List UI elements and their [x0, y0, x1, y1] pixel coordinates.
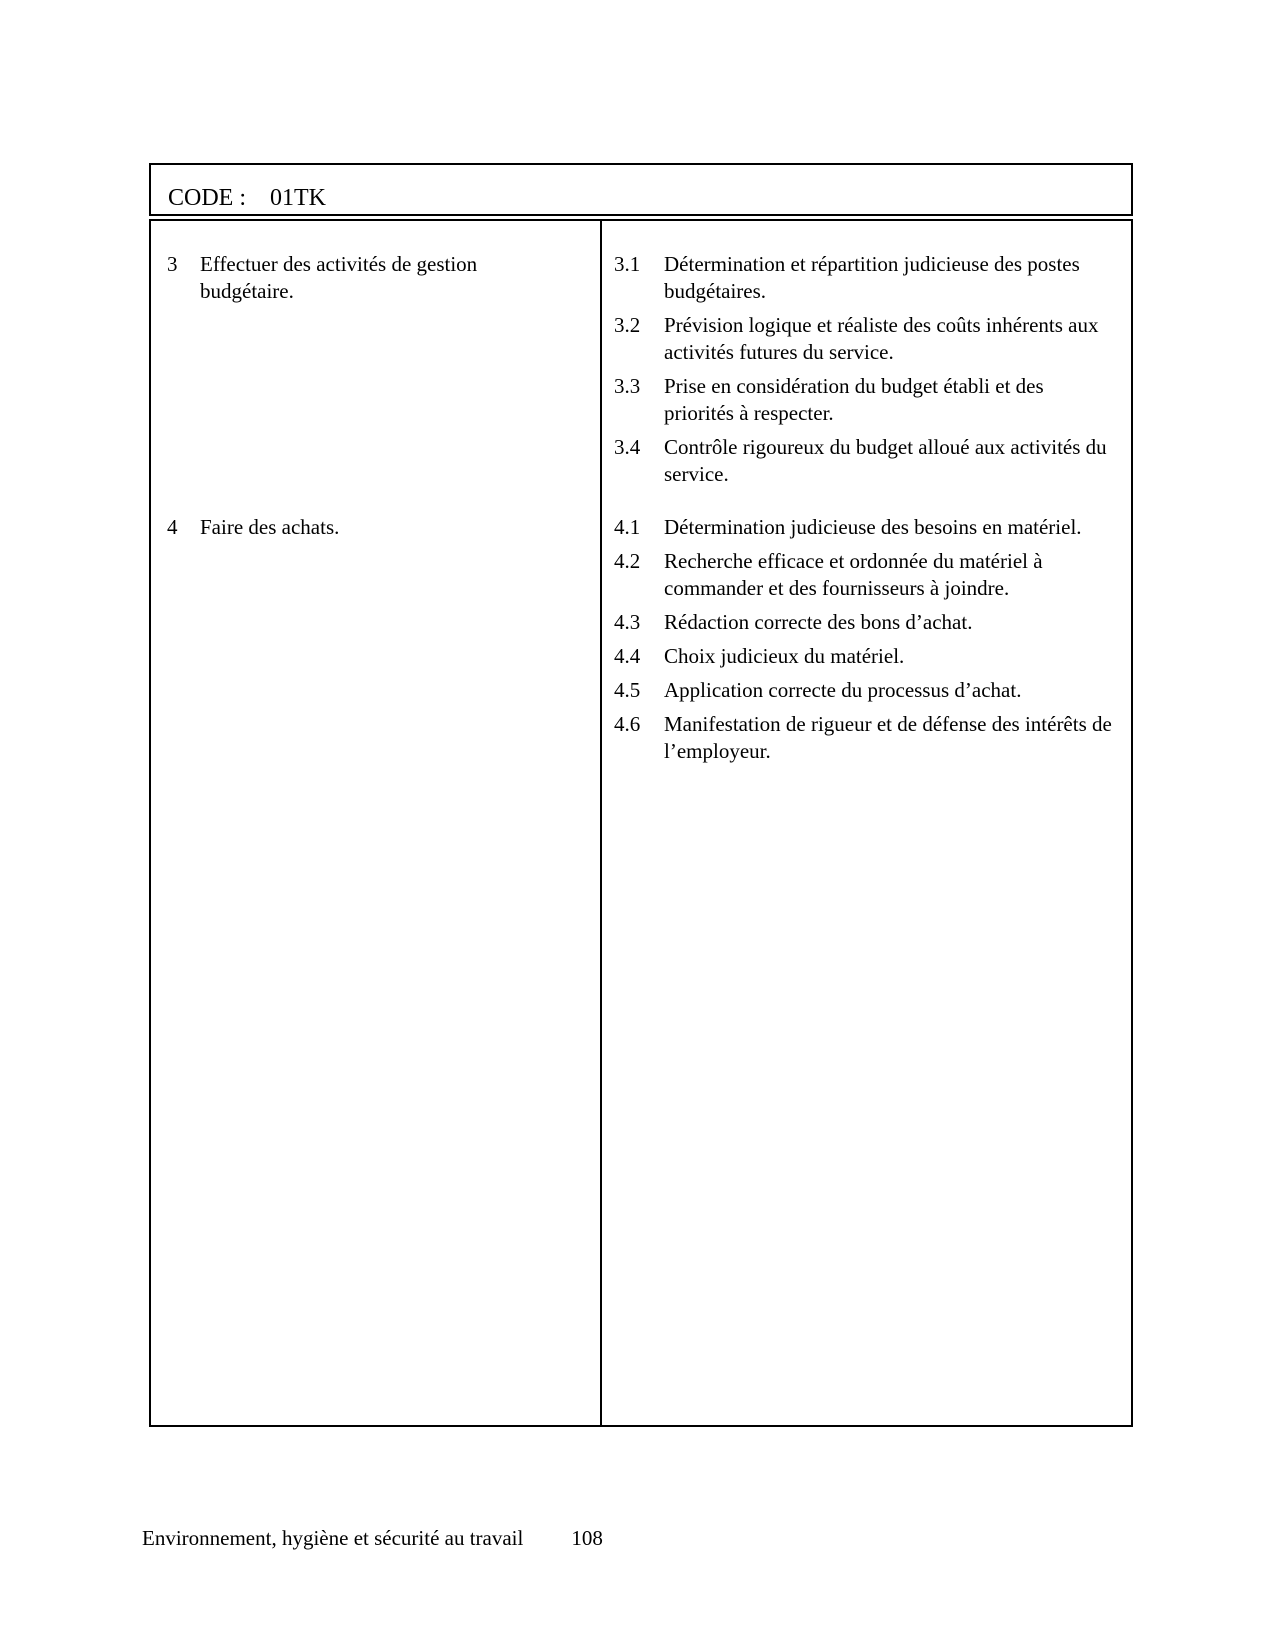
- criterion-row: [614, 251, 1121, 305]
- criterion-text: Choix judicieux du matériel.: [664, 644, 905, 668]
- criterion-number: 3.1: [614, 252, 641, 276]
- criterion-text: Détermination et répartition judicieuse des postes budgétaires.: [664, 252, 1080, 303]
- criteria-section-4: [614, 514, 1121, 765]
- criterion-number: 4.6: [614, 712, 641, 736]
- criterion-number: 4.3: [614, 610, 641, 634]
- criterion-row: [614, 677, 1121, 704]
- task-text: Effectuer des activités de gestion budgétaire.: [200, 252, 478, 303]
- criterion-text: Recherche efficace et ordonnée du matériel à commander et des fournisseurs à joindre.: [664, 549, 1043, 600]
- code-value: 01TK: [270, 185, 326, 211]
- criterion-number: 3.2: [614, 313, 641, 337]
- criterion-row: [614, 373, 1121, 427]
- criterion-text: Détermination judicieuse des besoins en matériel.: [664, 515, 1082, 539]
- criterion-row: [614, 514, 1121, 541]
- criterion-row: [614, 711, 1121, 765]
- criterion-number: 4.2: [614, 549, 641, 573]
- code-header-box: [149, 163, 1133, 216]
- code-label: CODE :: [168, 185, 246, 211]
- task-section-4: [167, 514, 590, 541]
- criterion-text: Application correcte du processus d’achat.: [664, 678, 1022, 702]
- task-number: 3: [167, 252, 178, 276]
- criterion-row: [614, 609, 1121, 636]
- criterion-number: 4.5: [614, 678, 641, 702]
- task-row: [167, 514, 590, 541]
- footer-title: Environnement, hygiène et sécurité au travail: [142, 1526, 524, 1550]
- criteria-column: [602, 221, 1131, 1425]
- page-footer: [142, 1525, 603, 1552]
- task-number: 4: [167, 515, 178, 539]
- criterion-row: [614, 548, 1121, 602]
- criteria-section-3: [614, 251, 1121, 514]
- criterion-number: 3.3: [614, 374, 641, 398]
- criterion-text: Manifestation de rigueur et de défense des intérêts de l’employeur.: [664, 712, 1112, 763]
- criteria-table: [149, 219, 1133, 1427]
- criterion-text: Prise en considération du budget établi et des priorités à respecter.: [664, 374, 1044, 425]
- criterion-row: [614, 643, 1121, 670]
- criterion-number: 4.1: [614, 515, 641, 539]
- tasks-column: [151, 221, 602, 1425]
- page-number: 108: [571, 1526, 603, 1550]
- task-row: [167, 251, 590, 305]
- criterion-row: [614, 312, 1121, 366]
- task-section-3: [167, 251, 590, 514]
- task-text: Faire des achats.: [200, 515, 340, 539]
- criterion-text: Prévision logique et réaliste des coûts inhérents aux activités futures du service.: [664, 313, 1099, 364]
- criterion-text: Rédaction correcte des bons d’achat.: [664, 610, 973, 634]
- criterion-row: [614, 434, 1121, 488]
- criterion-number: 4.4: [614, 644, 641, 668]
- criterion-text: Contrôle rigoureux du budget alloué aux activités du service.: [664, 435, 1107, 486]
- criterion-number: 3.4: [614, 435, 641, 459]
